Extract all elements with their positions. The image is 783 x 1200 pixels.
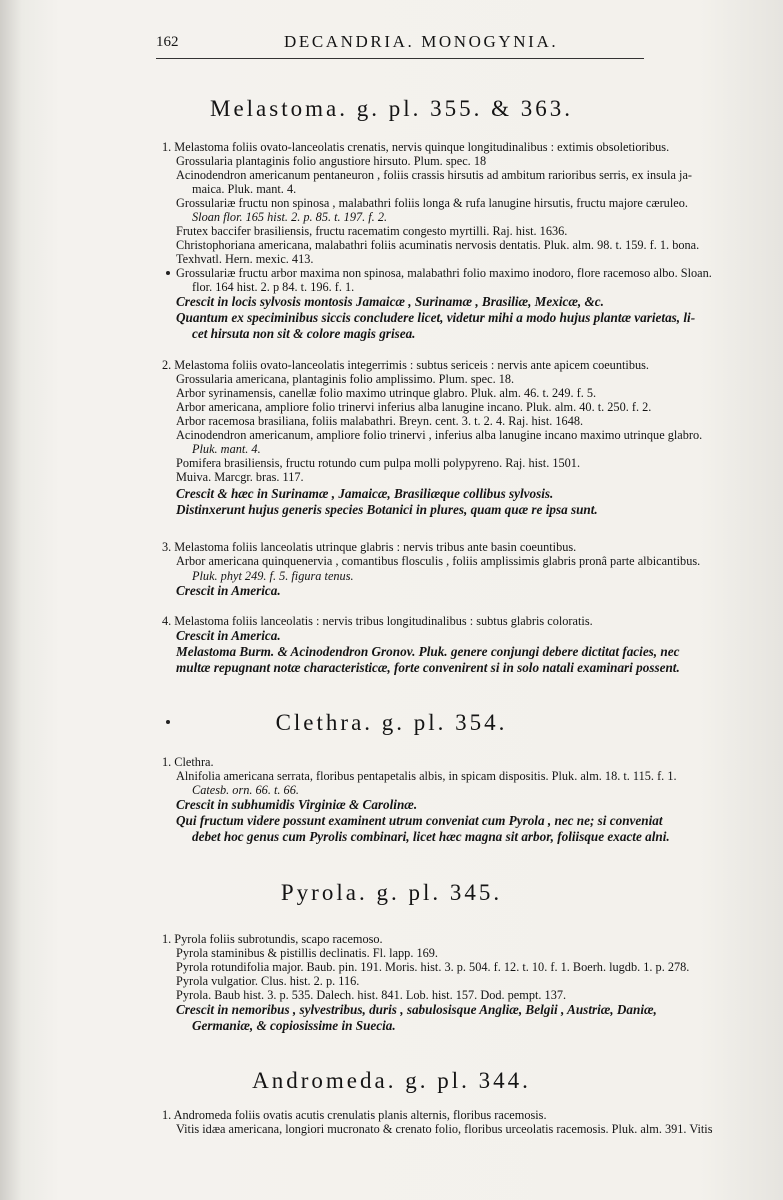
synonym-line: Grossulariæ fructu non spinosa , malabathri foliis longa & rufa lanugine hirsutis, fructu majore cæruleo.: [176, 196, 688, 210]
species-entry: 4. Melastoma foliis lanceolatis : nervis tribus longitudinalibus : subtus glabris coloratis.: [162, 614, 593, 628]
synonym-line: Acinodendron americanum, ampliore folio trinervi , inferius alba lanugine incano maximo utrinque glabro.: [176, 428, 703, 442]
synonym-line: Alnifolia americana serrata, floribus pentapetalis albis, in spicam dispositis. Pluk. alm. 18. t. 115. f. 1.: [176, 769, 677, 783]
habitat-line: Germaniæ, & copiosissime in Suecia.: [192, 1018, 396, 1033]
synonym-line: Frutex baccifer brasiliensis, fructu racematim congesto myrtilli. Raj. hist. 1636.: [176, 224, 568, 238]
page-number: 162: [156, 34, 179, 50]
synonym-line: Catesb. orn. 66. t. 66.: [192, 783, 299, 797]
genus-heading-clethra: Clethra. g. pl. 354.: [275, 710, 508, 735]
habitat-line: Crescit & hæc in Surinamæ , Jamaicæ, Brasiliæque collibus sylvosis.: [176, 486, 554, 501]
species-entry: 1. Pyrola foliis subrotundis, scapo racemoso.: [162, 932, 383, 946]
note-line: Melastoma Burm. & Acinodendron Gronov. Pluk. genere conjungi debere dictitat facies, nec: [176, 644, 680, 659]
synonym-line: maica. Pluk. mant. 4.: [192, 182, 297, 196]
note-line: multæ repugnant notæ characteristicæ, forte convenirent si in solo natali examinari possent.: [176, 660, 680, 675]
running-title: DECANDRIA. MONOGYNIA.: [284, 32, 559, 51]
habitat-line: Crescit in subhumidis Virginiæ & Carolinæ.: [176, 797, 418, 812]
genus-heading-pyrola: Pyrola. g. pl. 345.: [280, 880, 503, 905]
synonym-line: Arbor syrinamensis, canellæ folio maximo utrinque glabro. Pluk. alm. 46. t. 249. f. 5.: [176, 386, 597, 400]
species-entry: 1. Andromeda foliis ovatis acutis crenulatis planis alternis, floribus racemosis.: [162, 1108, 547, 1122]
synonym-line: Pyrola staminibus & pistillis declinatis. Fl. lapp. 169.: [176, 946, 438, 960]
synonym-line: Pyrola rotundifolia major. Baub. pin. 191. Moris. hist. 3. p. 504. f. 12. t. 10. f. 1. Boerh. lugdb. 1. p. 278.: [176, 960, 690, 974]
synonym-line: Christophoriana americana, malabathri foliis acuminatis nervosis dentatis. Pluk. alm. 98. t. 159. f. 1. bona.: [176, 238, 700, 252]
bullet-mark: [166, 271, 170, 275]
habitat-line: Crescit in America.: [176, 583, 281, 598]
synonym-line: Arbor americana, ampliore folio trinervi inferius alba lanugine incano. Pluk. alm. 40. t. 250. f. 2.: [176, 400, 652, 414]
header-rule: [156, 58, 644, 59]
note-line: Quantum ex speciminibus siccis concludere licet, videtur mihi a modo hujus plantæ varietas, li-: [176, 310, 696, 325]
species-entry: 2. Melastoma foliis ovato-lanceolatis integerrimis : subtus sericeis : nervis ante apicem coeuntibus.: [162, 358, 649, 372]
note-line: debet hoc genus cum Pyrolis combinari, licet hæc magna sit arbor, foliisque exacte alni.: [192, 829, 670, 844]
habitat-line: Crescit in America.: [176, 628, 281, 643]
synonym-line: Arbor americana quinquenervia , comantibus flosculis , foliis amplissimis glabris pronâ parte albicantibus.: [176, 554, 701, 568]
species-entry: 1. Melastoma foliis ovato-lanceolatis crenatis, nervis quinque longitudinalibus : extimis obsoletioribus.: [162, 140, 670, 154]
note-line: cet hirsuta non sit & colore magis grisea.: [192, 326, 416, 341]
synonym-line: Texhvatl. Hern. mexic. 413.: [176, 252, 314, 266]
habitat-line: Crescit in nemoribus , sylvestribus, duris , sabulosisque Angliæ, Belgii , Austriæ, Daniæ,: [176, 1002, 657, 1017]
synonym-line: Pluk. mant. 4.: [192, 442, 261, 456]
habitat-line: Crescit in locis sylvosis montosis Jamaicæ , Surinamæ , Brasiliæ, Mexicæ, &c.: [176, 294, 604, 309]
genus-heading-andromeda: Andromeda. g. pl. 344.: [252, 1068, 531, 1093]
running-header: [156, 34, 656, 56]
genus-heading-melastoma: Melastoma. g. pl. 355. & 363.: [210, 96, 573, 121]
synonym-line: Arbor racemosa brasiliana, foliis malabathri. Breyn. cent. 3. t. 2. 4. Raj. hist. 1648.: [176, 414, 584, 428]
synonym-line: Muiva. Marcgr. bras. 117.: [176, 470, 304, 484]
synonym-line: Pyrola. Baub hist. 3. p. 535. Dalech. hist. 841. Lob. hist. 157. Dod. pempt. 137.: [176, 988, 567, 1002]
synonym-line: Grossularia americana, plantaginis folio amplissimo. Plum. spec. 18.: [176, 372, 515, 386]
synonym-line: Acinodendron americanum pentaneuron , foliis crassis hirsutis ad ambitum rarioribus serris, ex insula ja-: [176, 168, 692, 182]
species-entry: 3. Melastoma foliis lanceolatis utrinque glabris : nervis tribus ante basin coeuntibus.: [162, 540, 577, 554]
synonym-line: Sloan flor. 165 hist. 2. p. 85. t. 197. f. 2.: [192, 210, 388, 224]
synonym-line: Pyrola vulgatior. Clus. hist. 2. p. 116.: [176, 974, 360, 988]
synonym-line: Vitis idæa americana, longiori mucronato & crenato folio, floribus urceolatis racemosis. Pluk. alm. 391. Vitis: [176, 1122, 713, 1136]
synonym-line: Grossularia plantaginis folio angustiore hirsuto. Plum. spec. 18: [176, 154, 487, 168]
synonym-line: flor. 164 hist. 2. p 84. t. 196. f. 1.: [192, 280, 355, 294]
synonym-line: Grossulariæ fructu arbor maxima non spinosa, malabathri folio maximo inodoro, flore racemoso albo. Sloan.: [176, 266, 712, 280]
note-line: Distinxerunt hujus generis species Botanici in plures, quam quæ re ipsa sunt.: [176, 502, 598, 517]
synonym-line: Pomifera brasiliensis, fructu rotundo cum pulpa molli polypyreno. Raj. hist. 1501.: [176, 456, 581, 470]
note-line: Qui fructum videre possunt examinent utrum conveniat cum Pyrola , nec ne; si conveniat: [176, 813, 663, 828]
species-entry: 1. Clethra.: [162, 755, 214, 769]
synonym-line: Pluk. phyt 249. f. 5. figura tenus.: [192, 569, 354, 583]
